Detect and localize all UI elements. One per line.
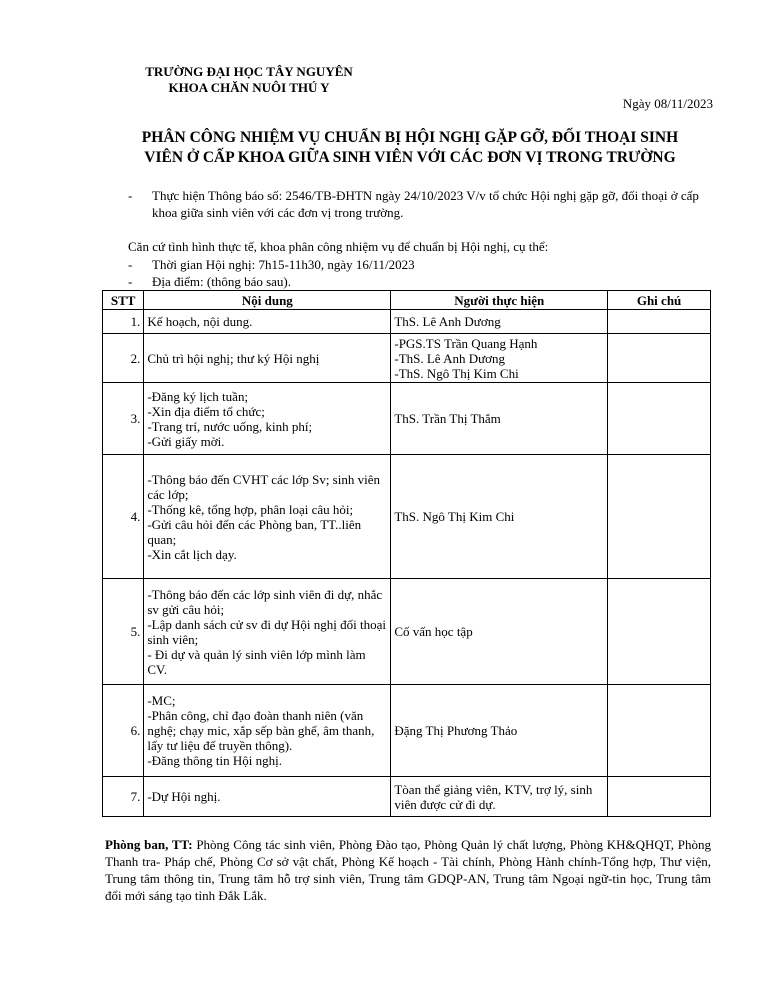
task-content xyxy=(144,334,391,383)
assignee-line: -PGS.TS Trần Quang Hạnh xyxy=(394,335,538,351)
row-number: 1. xyxy=(103,310,144,334)
task-line: -Xin địa điểm tổ chức; xyxy=(147,403,265,419)
assignee-line: -ThS. Lê Anh Dương xyxy=(394,350,506,366)
bullet-dash: - xyxy=(128,188,133,203)
task-assignee xyxy=(391,777,608,817)
task-content xyxy=(144,685,391,777)
task-line: Chủ trì hội nghị; thư ký Hội nghị xyxy=(147,350,320,366)
table-row xyxy=(103,383,711,455)
task-note xyxy=(608,777,711,817)
task-line: - Đi dự và quản lý sinh viên lớp mình làm CV. xyxy=(147,646,366,677)
assignee-line: ThS. Ngô Thị Kim Chi xyxy=(394,509,515,524)
row-number: 7. xyxy=(103,777,144,817)
task-line: -Đăng ký lịch tuần; xyxy=(147,388,249,404)
row-number: 3. xyxy=(103,383,144,455)
task-content xyxy=(144,310,391,334)
organization-header xyxy=(124,64,374,96)
task-line: -Thống kê, tổng hợp, phân loại câu hỏi; xyxy=(147,501,354,517)
document-date: Ngày 08/11/2023 xyxy=(622,96,713,111)
row-number: 2. xyxy=(103,334,144,383)
departments-text: Phòng Công tác sinh viên, Phòng Đào tạo, Phòng Quản lý chất lượng, Phòng KH&QHQT, Phòng Thanh tra- Pháp chế, Phòng Cơ sở vật chất, Phòng Kế hoạch - Tài chính, Phòng Hành chính-Tổng hợp, Thư viện, Trung tâm thông tin, Trung tâm hỗ trợ sinh viên, Trung tâm GDQP-AN, Trung tâm Ngoại ngữ-tin học, Trung tâm đổi mới sáng tạo tỉnh Đắk Lắk. xyxy=(105,837,711,903)
assignee-line: ThS. Trần Thị Thắm xyxy=(394,411,501,426)
bullet-text: Thời gian Hội nghị: 7h15-11h30, ngày 16/11/2023 xyxy=(152,257,415,272)
assignee-line: Đặng Thị Phương Thảo xyxy=(394,723,518,738)
task-note xyxy=(608,383,711,455)
task-assignee xyxy=(391,310,608,334)
table-row xyxy=(103,334,711,383)
task-assignee xyxy=(391,685,608,777)
task-line: -Thông báo đến CVHT các lớp Sv; sinh viên các lớp; xyxy=(147,471,380,502)
task-line: -Thông báo đến các lớp sinh viên đi dự, nhắc sv gửi câu hỏi; xyxy=(147,586,383,617)
departments-label: Phòng ban, TT: xyxy=(105,837,193,852)
task-content xyxy=(144,579,391,685)
task-table xyxy=(102,290,711,817)
faculty-name: KHOA CHĂN NUÔI THÚ Y xyxy=(168,80,330,95)
task-line: -Lập danh sách cử sv đi dự Hội nghị đối thoại sinh viên; xyxy=(147,616,386,647)
table-body xyxy=(103,310,711,817)
task-note xyxy=(608,455,711,579)
document-title xyxy=(100,128,720,168)
title-line-2: VIÊN Ở CẤP KHOA GIỮA SINH VIÊN VỚI CÁC ĐƠN VỊ TRONG TRƯỜNG xyxy=(144,149,676,166)
assignee-line: Tòan thể giảng viên, KTV, trợ lý, sinh viên được cử đi dự. xyxy=(394,781,593,812)
bullet-text: Địa điểm: (thông báo sau). xyxy=(152,274,291,289)
university-name: TRƯỜNG ĐẠI HỌC TÂY NGUYÊN xyxy=(145,64,353,79)
task-line: -Dự Hội nghị. xyxy=(147,789,221,804)
task-note xyxy=(608,334,711,383)
table-header-row xyxy=(103,291,711,310)
task-assignee xyxy=(391,383,608,455)
header-person: Người thực hiện xyxy=(391,291,608,310)
table-row xyxy=(103,455,711,579)
intro-basis: Căn cứ tình hình thực tế, khoa phân công nhiệm vụ để chuẩn bị Hội nghị, cụ thể: xyxy=(128,239,549,254)
header-note: Ghi chú xyxy=(608,291,711,310)
assignee-line: Cố vấn học tập xyxy=(394,624,473,639)
task-line: -Phân công, chỉ đạo đoàn thanh niên (văn nghệ; chạy mic, xắp sếp bàn ghế, âm thanh, lấy tư liệu để truyền thông). xyxy=(147,708,375,753)
task-note xyxy=(608,685,711,777)
assignee-line: ThS. Lê Anh Dương xyxy=(394,314,501,329)
bullet-dash: - xyxy=(128,274,133,289)
task-assignee xyxy=(391,334,608,383)
table-row xyxy=(103,685,711,777)
task-line: -Gửi giấy mời. xyxy=(147,433,225,449)
row-number: 6. xyxy=(103,685,144,777)
table-row xyxy=(103,579,711,685)
task-line: -Gửi câu hỏi đến các Phòng ban, TT..liên quan; xyxy=(147,516,362,547)
task-line: -Đăng thông tin Hội nghị. xyxy=(147,753,283,768)
bullet-dash: - xyxy=(128,257,133,272)
title-line-1: PHÂN CÔNG NHIỆM VỤ CHUẨN BỊ HỘI NGHỊ GẶP GỠ, ĐỐI THOẠI SINH xyxy=(141,129,679,146)
task-line: Kế hoạch, nội dung. xyxy=(147,314,253,329)
assignee-line: -ThS. Ngô Thị Kim Chi xyxy=(394,365,519,381)
row-number: 5. xyxy=(103,579,144,685)
task-note xyxy=(608,310,711,334)
task-line: -MC; xyxy=(147,693,176,708)
header-stt: STT xyxy=(103,291,144,310)
task-content xyxy=(144,383,391,455)
bullet-text: Thực hiện Thông báo số: 2546/TB-ĐHTN ngày 24/10/2023 V/v tổ chức Hội nghị gặp gỡ, đối thoại ở cấp khoa giữa sinh viên với các đơn vị trong trường. xyxy=(152,188,699,220)
departments-note xyxy=(105,836,711,904)
task-content xyxy=(144,455,391,579)
table-row xyxy=(103,310,711,334)
row-number: 4. xyxy=(103,455,144,579)
task-note xyxy=(608,579,711,685)
task-content xyxy=(144,777,391,817)
task-line: -Xin cắt lịch dạy. xyxy=(147,546,237,562)
task-line: -Trang trí, nước uống, kinh phí; xyxy=(147,418,313,434)
task-assignee xyxy=(391,579,608,685)
task-assignee xyxy=(391,455,608,579)
table-row xyxy=(103,777,711,817)
header-content: Nội dung xyxy=(144,291,391,310)
